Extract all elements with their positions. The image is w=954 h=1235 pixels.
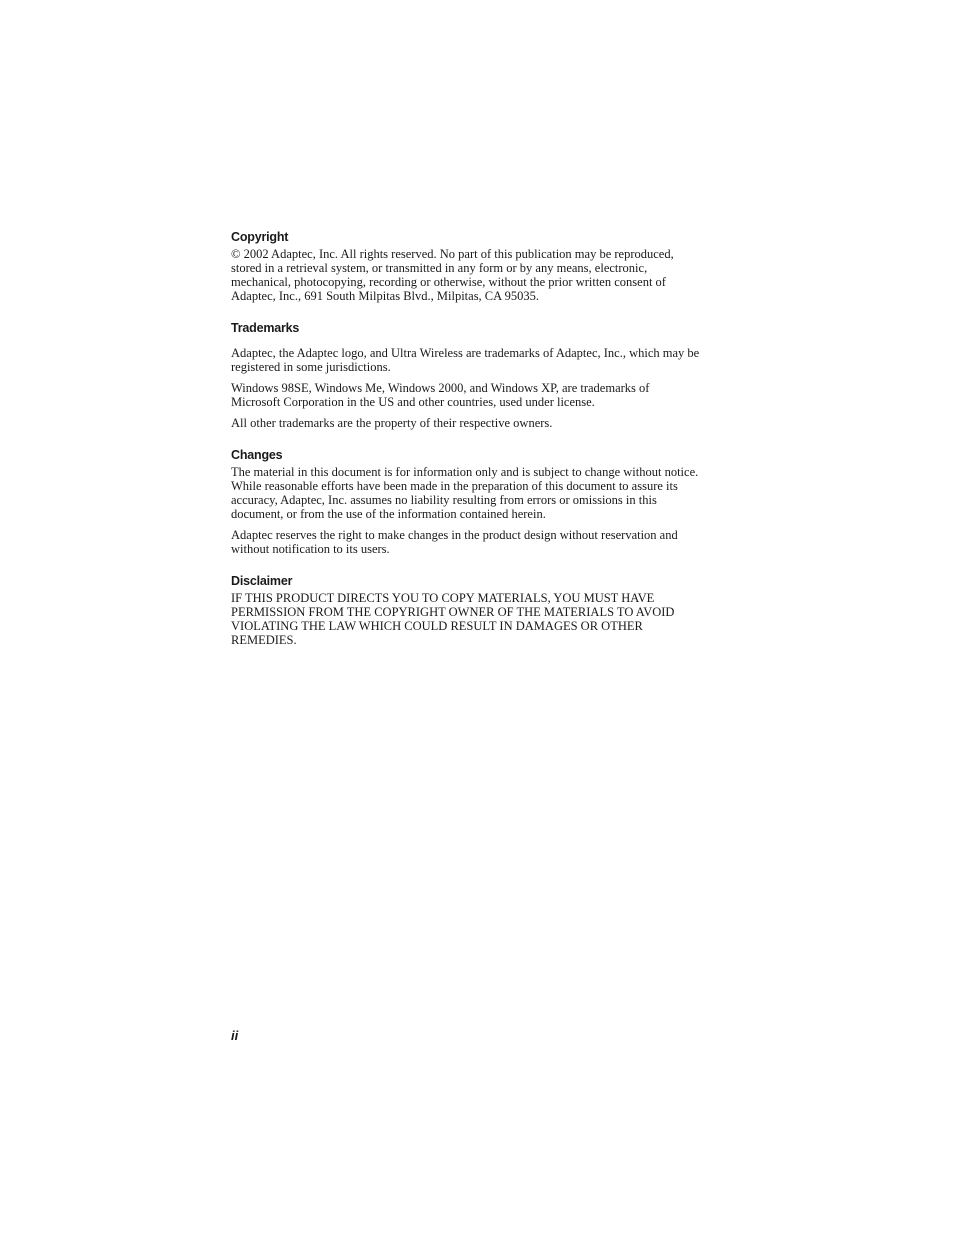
trademarks-section bbox=[231, 320, 701, 430]
trademarks-paragraph-other: All other trademarks are the property of their respective owners. bbox=[231, 416, 553, 430]
disclaimer-section bbox=[231, 573, 701, 647]
changes-heading: Changes bbox=[231, 448, 283, 462]
disclaimer-heading: Disclaimer bbox=[231, 574, 293, 588]
changes-paragraph-rights: Adaptec reserves the right to make changes in the product design without reservation and without notification to its users. bbox=[231, 528, 678, 556]
trademarks-paragraph-windows: Windows 98SE, Windows Me, Windows 2000, and Windows XP, are trademarks of Microsoft Corporation in the US and other countries, used under license. bbox=[231, 381, 650, 409]
page-number: ii bbox=[231, 1028, 239, 1043]
disclaimer-paragraph: IF THIS PRODUCT DIRECTS YOU TO COPY MATERIALS, YOU MUST HAVE PERMISSION FROM THE COPYRIGHT OWNER OF THE MATERIALS TO AVOID VIOLATING THE LAW WHICH COULD RESULT IN DAMAGES OR OTHER REMEDIES. bbox=[231, 591, 675, 647]
trademarks-heading: Trademarks bbox=[231, 321, 300, 335]
copyright-section bbox=[231, 229, 701, 303]
copyright-heading: Copyright bbox=[231, 230, 289, 244]
trademarks-paragraph-adaptec: Adaptec, the Adaptec logo, and Ultra Wireless are trademarks of Adaptec, Inc., which may be registered in some jurisdictions. bbox=[231, 346, 700, 374]
copyright-paragraph: © 2002 Adaptec, Inc. All rights reserved. No part of this publication may be reproduced, stored in a retrieval system, or transmitted in any form or by any means, electronic, mechanical, photocopying, recording or otherwise, without the prior written consent of Adaptec, Inc., 691 South Milpitas Blvd., Milpitas, CA 95035. bbox=[231, 247, 674, 303]
changes-section bbox=[231, 447, 701, 556]
document-body bbox=[231, 229, 701, 647]
changes-paragraph-information: The material in this document is for information only and is subject to change without notice. While reasonable efforts have been made in the preparation of this document to assure its accuracy, Adaptec, Inc. assumes no liability resulting from errors or omissions in this document, or from the use of the information contained herein. bbox=[231, 465, 699, 521]
